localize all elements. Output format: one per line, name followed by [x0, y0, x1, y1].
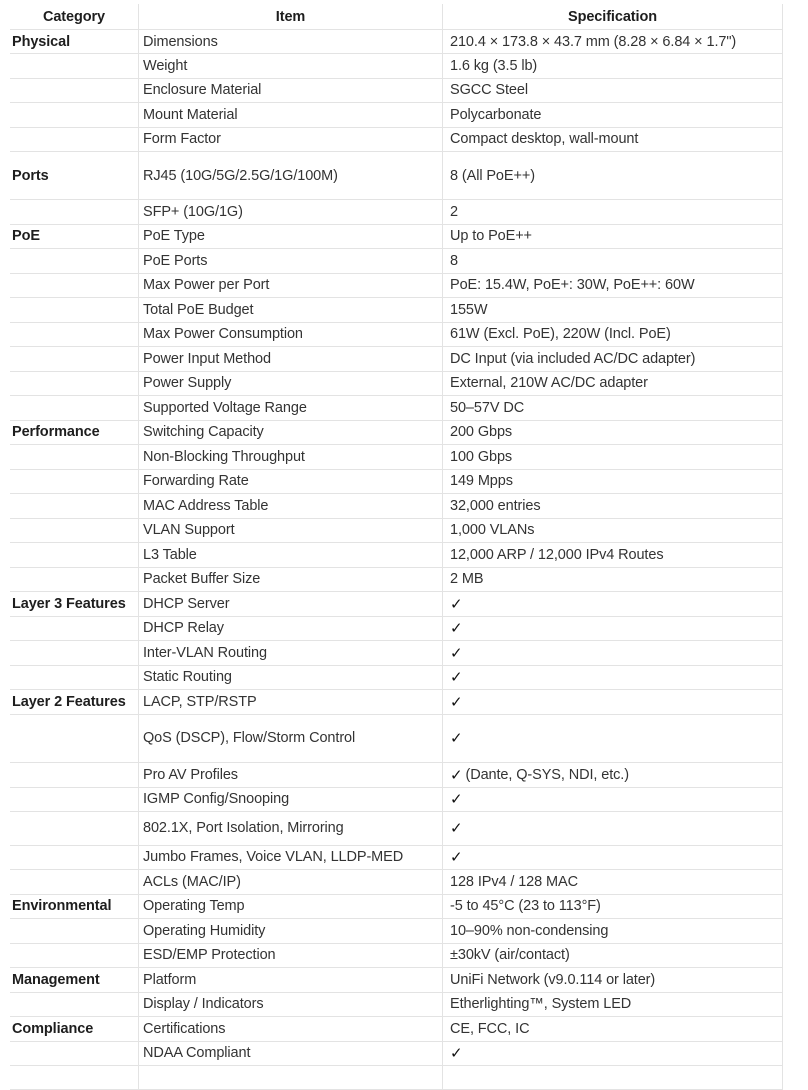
item-cell: DHCP Relay: [138, 617, 443, 641]
category-cell: Layer 2 Features: [12, 693, 126, 710]
category-cell: Environmental: [12, 898, 112, 915]
item-cell: IGMP Config/Snooping: [138, 788, 443, 812]
spec-cell: UniFi Network (v9.0.114 or later): [443, 968, 783, 992]
table-row: [10, 641, 783, 666]
category-cell: Ports: [12, 167, 49, 184]
table-row: [10, 592, 783, 617]
checkmark-icon: ✓: [450, 730, 463, 748]
spec-table: [10, 4, 783, 1090]
category-cell: [10, 666, 138, 690]
spec-cell: 61W (Excl. PoE), 220W (Incl. PoE): [443, 323, 783, 347]
category-cell: [10, 494, 138, 518]
item-cell: Mount Material: [138, 103, 443, 127]
spec-cell: 128 IPv4 / 128 MAC: [443, 870, 783, 894]
spec-cell: [443, 666, 783, 690]
spec-cell: 10–90% non-condensing: [443, 919, 783, 943]
category-cell: [10, 993, 138, 1017]
spec-cell: [443, 592, 783, 616]
spec-cell: 2 MB: [443, 568, 783, 592]
spec-cell: External, 210W AC/DC adapter: [443, 372, 783, 396]
category-cell: Physical: [12, 33, 71, 50]
checkmark-icon: ✓: [450, 766, 463, 784]
table-row: [10, 919, 783, 944]
table-row: [10, 152, 783, 200]
item-cell: Operating Temp: [138, 895, 443, 919]
category-cell: Compliance: [12, 1020, 94, 1037]
table-row: [10, 846, 783, 871]
checkmark-icon: ✓: [450, 693, 463, 711]
spec-cell: Polycarbonate: [443, 103, 783, 127]
item-cell: LACP, STP/RSTP: [138, 690, 443, 714]
checkmark-icon: ✓: [450, 791, 463, 809]
spec-cell: ±30kV (air/contact): [443, 944, 783, 968]
checkmark-icon: ✓: [450, 669, 463, 687]
item-cell: Switching Capacity: [138, 421, 443, 445]
table-row: [10, 470, 783, 495]
header-item: Item: [138, 4, 443, 29]
spec-cell: [443, 812, 783, 845]
table-row: [10, 944, 783, 969]
spec-cell: -5 to 45°C (23 to 113°F): [443, 895, 783, 919]
table-row: [10, 543, 783, 568]
checkmark-icon: ✓: [450, 1045, 463, 1063]
item-cell: Platform: [138, 968, 443, 992]
spec-cell: [443, 690, 783, 714]
spec-cell: [443, 641, 783, 665]
table-row: [10, 968, 783, 993]
item-cell: SFP+ (10G/1G): [138, 200, 443, 224]
category-cell: [10, 763, 138, 787]
spec-cell: 149 Mpps: [443, 470, 783, 494]
item-cell: ACLs (MAC/IP): [138, 870, 443, 894]
category-cell: [10, 347, 138, 371]
category-cell: [10, 641, 138, 665]
category-cell: [10, 870, 138, 894]
item-cell: Enclosure Material: [138, 79, 443, 103]
spec-cell: 1.6 kg (3.5 lb): [443, 54, 783, 78]
table-row: [10, 200, 783, 225]
item-cell: Supported Voltage Range: [138, 396, 443, 420]
spec-cell: 32,000 entries: [443, 494, 783, 518]
table-row: [10, 993, 783, 1018]
table-row: [10, 1066, 783, 1090]
table-header-row: [10, 4, 783, 30]
table-row: [10, 1017, 783, 1042]
item-cell: Certifications: [138, 1017, 443, 1041]
category-cell: [10, 812, 138, 845]
table-row: [10, 788, 783, 813]
category-cell: [10, 715, 138, 763]
table-row: [10, 249, 783, 274]
category-cell: [10, 944, 138, 968]
item-cell: ESD/EMP Protection: [138, 944, 443, 968]
spec-cell: 50–57V DC: [443, 396, 783, 420]
spec-cell: CE, FCC, IC: [443, 1017, 783, 1041]
category-cell: [10, 1042, 138, 1066]
item-cell: Max Power Consumption: [138, 323, 443, 347]
item-cell: Weight: [138, 54, 443, 78]
table-row: [10, 128, 783, 153]
category-cell: [10, 470, 138, 494]
item-cell: QoS (DSCP), Flow/Storm Control: [138, 715, 443, 763]
item-cell: RJ45 (10G/5G/2.5G/1G/100M): [138, 152, 443, 199]
category-cell: Management: [12, 971, 100, 988]
item-cell: Dimensions: [138, 30, 443, 53]
spec-cell: 210.4 × 173.8 × 43.7 mm (8.28 × 6.84 × 1.7"): [443, 30, 783, 53]
checkmark-icon: ✓: [450, 820, 463, 838]
table-row: [10, 347, 783, 372]
spec-cell: [443, 1042, 783, 1066]
spec-cell: 100 Gbps: [443, 445, 783, 469]
item-cell: Form Factor: [138, 128, 443, 152]
table-row: [10, 79, 783, 104]
category-cell: [10, 919, 138, 943]
item-cell: Pro AV Profiles: [138, 763, 443, 787]
table-row: [10, 812, 783, 846]
checkmark-icon: ✓: [450, 595, 463, 613]
item-cell: Jumbo Frames, Voice VLAN, LLDP-MED: [138, 846, 443, 870]
spec-cell: [443, 763, 783, 787]
category-cell: [10, 298, 138, 322]
table-row: [10, 895, 783, 920]
item-cell: Display / Indicators: [138, 993, 443, 1017]
spec-cell: 200 Gbps: [443, 421, 783, 445]
spec-cell: 155W: [443, 298, 783, 322]
category-cell: [10, 323, 138, 347]
checkmark-icon: ✓: [450, 849, 463, 867]
table-row: [10, 519, 783, 544]
spec-cell: [443, 1066, 783, 1089]
category-cell: [10, 372, 138, 396]
spec-cell: SGCC Steel: [443, 79, 783, 103]
table-row: [10, 421, 783, 446]
category-cell: Layer 3 Features: [12, 595, 126, 612]
table-row: [10, 568, 783, 593]
table-row: [10, 103, 783, 128]
item-cell: 802.1X, Port Isolation, Mirroring: [138, 812, 443, 845]
item-cell: Operating Humidity: [138, 919, 443, 943]
spec-cell: Up to PoE++: [443, 225, 783, 249]
item-cell: Static Routing: [138, 666, 443, 690]
table-row: [10, 225, 783, 250]
table-row: [10, 372, 783, 397]
spec-cell: 1,000 VLANs: [443, 519, 783, 543]
item-cell: Inter-VLAN Routing: [138, 641, 443, 665]
category-cell: [10, 1066, 138, 1089]
category-cell: [10, 543, 138, 567]
spec-cell: 12,000 ARP / 12,000 IPv4 Routes: [443, 543, 783, 567]
item-cell: Power Supply: [138, 372, 443, 396]
category-cell: [10, 788, 138, 812]
table-row: [10, 298, 783, 323]
category-cell: [10, 274, 138, 298]
item-cell: VLAN Support: [138, 519, 443, 543]
table-row: [10, 1042, 783, 1067]
category-cell: [10, 396, 138, 420]
item-cell: Total PoE Budget: [138, 298, 443, 322]
table-row: [10, 54, 783, 79]
category-cell: [10, 617, 138, 641]
category-cell: [10, 103, 138, 127]
table-row: [10, 690, 783, 715]
category-cell: [10, 249, 138, 273]
category-cell: [10, 54, 138, 78]
spec-cell: [443, 715, 783, 763]
table-row: [10, 617, 783, 642]
category-cell: [10, 445, 138, 469]
table-row: [10, 870, 783, 895]
spec-cell: [443, 788, 783, 812]
checkmark-icon: ✓: [450, 620, 463, 638]
category-cell: [10, 200, 138, 224]
table-row: [10, 494, 783, 519]
spec-cell: 8 (All PoE++): [443, 152, 783, 199]
category-cell: Performance: [12, 424, 100, 441]
category-cell: [10, 846, 138, 870]
spec-cell: DC Input (via included AC/DC adapter): [443, 347, 783, 371]
item-cell: PoE Type: [138, 225, 443, 249]
table-row: [10, 445, 783, 470]
header-specification: Specification: [443, 4, 783, 29]
spec-cell: [443, 846, 783, 870]
item-cell: Packet Buffer Size: [138, 568, 443, 592]
item-cell: Non-Blocking Throughput: [138, 445, 443, 469]
header-category: Category: [42, 8, 106, 25]
table-row: [10, 763, 783, 788]
spec-cell: [443, 617, 783, 641]
item-cell: Power Input Method: [138, 347, 443, 371]
item-cell: NDAA Compliant: [138, 1042, 443, 1066]
item-cell: L3 Table: [138, 543, 443, 567]
category-cell: [10, 519, 138, 543]
spec-cell: 8: [443, 249, 783, 273]
item-cell: DHCP Server: [138, 592, 443, 616]
category-cell: [10, 128, 138, 152]
spec-cell: Etherlighting™, System LED: [443, 993, 783, 1017]
category-cell: [10, 79, 138, 103]
table-row: [10, 323, 783, 348]
category-cell: [10, 568, 138, 592]
category-cell: PoE: [12, 228, 40, 245]
item-cell: PoE Ports: [138, 249, 443, 273]
table-row: [10, 715, 783, 764]
item-cell: Max Power per Port: [138, 274, 443, 298]
spec-note: (Dante, Q-SYS, NDI, etc.): [465, 766, 629, 783]
table-row: [10, 396, 783, 421]
table-row: [10, 30, 783, 54]
spec-cell: 2: [443, 200, 783, 224]
table-row: [10, 666, 783, 691]
item-cell: MAC Address Table: [138, 494, 443, 518]
table-row: [10, 274, 783, 299]
item-cell: [138, 1066, 443, 1089]
checkmark-icon: ✓: [450, 644, 463, 662]
spec-cell: Compact desktop, wall-mount: [443, 128, 783, 152]
item-cell: Forwarding Rate: [138, 470, 443, 494]
spec-cell: PoE: 15.4W, PoE+: 30W, PoE++: 60W: [443, 274, 783, 298]
table-body: [10, 30, 783, 1090]
